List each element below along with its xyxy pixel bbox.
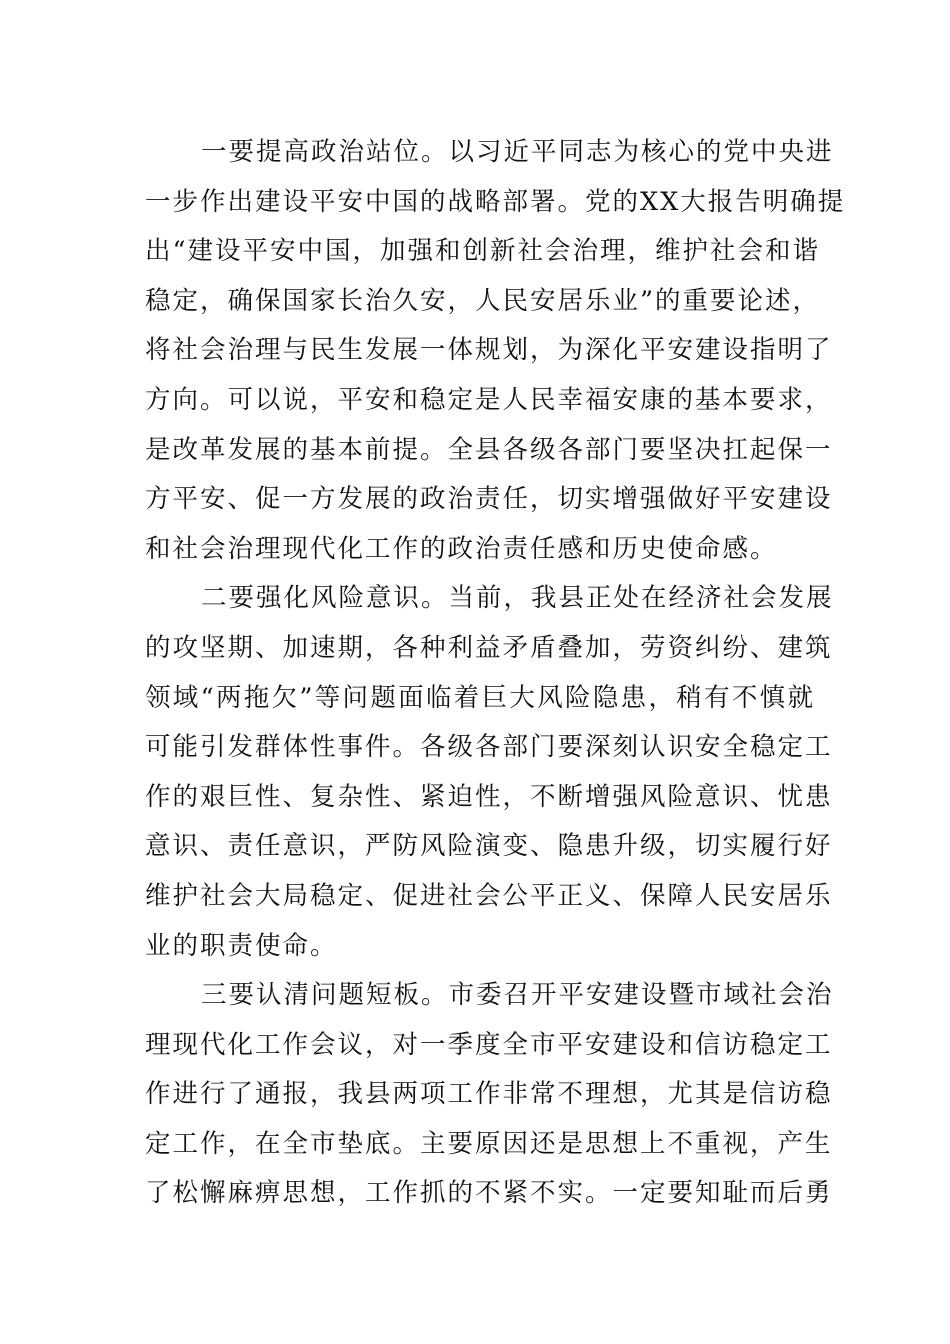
paragraph-risk-awareness	[145, 574, 834, 971]
text-line: 业的职责使命。	[145, 930, 338, 961]
text-line: 理现代化工作会议，对一季度全市平安建设和信访稳定工	[145, 1029, 833, 1060]
text-line: 维护社会大局稳定、促进社会公平正义、保障人民安居乐	[145, 880, 833, 911]
text-line: 领域“两拖欠”等问题面临着巨大风险隐患，稍有不慎就	[145, 682, 815, 713]
text-line: 三要认清问题短板。市委召开平安建设暨市域社会治	[201, 980, 834, 1011]
text-line: 二要强化风险意识。当前，我县正处在经济社会发展	[201, 583, 834, 614]
text-line: 将社会治理与民生发展一体规划，为深化平安建设指明了	[145, 335, 833, 366]
text-line: 作进行了通报，我县两项工作非常不理想，尤其是信访稳	[145, 1079, 833, 1110]
text-line: 的攻坚期、加速期，各种利益矛盾叠加，劳资纠纷、建筑	[145, 632, 833, 663]
document-body	[145, 128, 846, 1219]
paragraph-political-stance	[145, 128, 846, 574]
text-line: 方向。可以说，平安和稳定是人民幸福安康的基本要求，	[145, 384, 833, 415]
text-line: 定工作，在全市垫底。主要原因还是思想上不重视，产生	[145, 1128, 833, 1159]
text-line: 可能引发群体性事件。各级各部门要深刻认识安全稳定工	[145, 732, 833, 763]
text-line: 和社会治理现代化工作的政治责任感和历史使命感。	[145, 533, 778, 564]
paragraph-problem-shortcomings	[145, 971, 834, 1219]
text-line: 稳定，确保国家长治久安，人民安居乐业”的重要论述，	[145, 285, 821, 316]
text-line: 是改革发展的基本前提。全县各级各部门要坚决扛起保一	[145, 434, 833, 465]
text-line: 意识、责任意识，严防风险演变、隐患升级，切实履行好	[145, 831, 833, 862]
text-line: 出“建设平安中国，加强和创新社会治理，维护社会和谐	[145, 236, 821, 267]
text-line: 一步作出建设平安中国的战略部署。党的XX大报告明确提	[145, 186, 846, 217]
text-line: 一要提高政治站位。以习近平同志为核心的党中央进	[201, 137, 834, 167]
text-line: 了松懈麻痹思想，工作抓的不紧不实。一定要知耻而后勇	[145, 1178, 833, 1209]
text-line: 作的艰巨性、复杂性、紧迫性，不断增强风险意识、忧患	[145, 781, 833, 812]
text-line: 方平安、促一方发展的政治责任，切实增强做好平安建设	[145, 484, 833, 515]
